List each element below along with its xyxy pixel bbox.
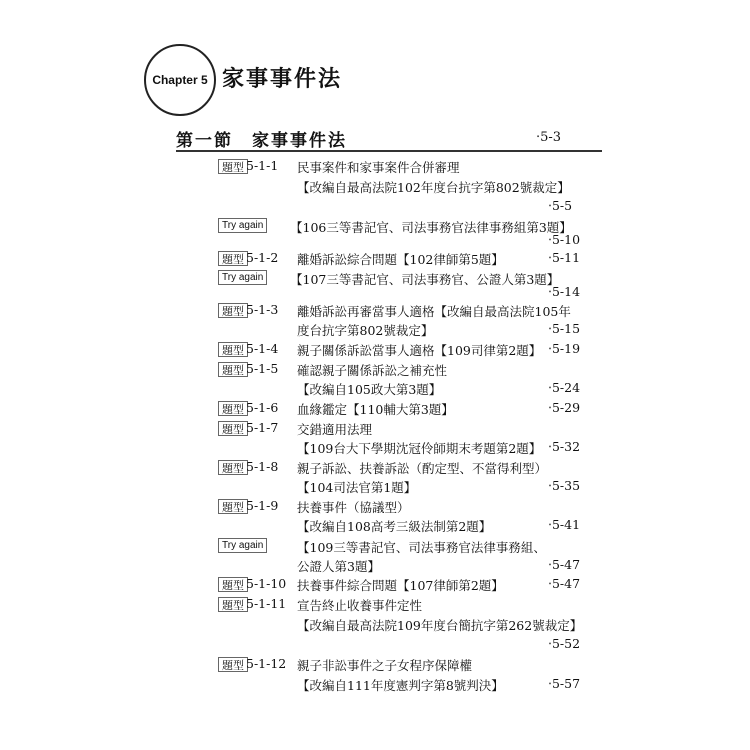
- entry-page: ‧5-5: [548, 198, 573, 213]
- entry-number: 5-1-4: [246, 341, 279, 356]
- tixing-tag: 題型: [218, 251, 248, 266]
- chapter-badge-label: Chapter 5: [152, 73, 208, 87]
- chapter-badge: [144, 44, 216, 116]
- entry-subtitle: 【改編自105政大第3題】: [297, 382, 442, 397]
- section-divider: [176, 150, 602, 152]
- entry-title: 扶養事件綜合問題【107律師第2題】: [297, 578, 504, 593]
- entry-title: 宣告終止收養事件定性: [297, 598, 423, 613]
- tixing-tag: 題型: [218, 159, 248, 174]
- entry-page: ‧5-11: [548, 250, 581, 265]
- entry-number: 5-1-8: [246, 459, 279, 474]
- entry-subtitle: 【改編自111年度憲判字第8號判決】: [297, 678, 504, 693]
- tixing-tag: 題型: [218, 577, 248, 592]
- entry-title: 親子訴訟、扶養訴訟（酌定型、不當得利型）: [297, 461, 548, 476]
- entry-page: ‧5-47: [548, 576, 581, 591]
- entry-number: 5-1-1: [246, 158, 279, 173]
- try-again-tag: Try again: [218, 538, 267, 553]
- entry-number: 5-1-6: [246, 400, 279, 415]
- entry-page: ‧5-19: [548, 341, 581, 356]
- entry-number: 5-1-5: [246, 361, 279, 376]
- entry-page: ‧5-15: [548, 321, 581, 336]
- entry-number: 5-1-3: [246, 302, 279, 317]
- entry-page: ‧5-29: [548, 400, 581, 415]
- entry-subtitle: 【104司法官第1題】: [297, 480, 417, 495]
- entry-subtitle: 【109台大下學期沈冠伶師期末考題第2題】: [297, 441, 542, 456]
- tixing-tag: 題型: [218, 303, 248, 318]
- entry-title: 親子關係訴訟當事人適格【109司律第2題】: [297, 343, 542, 358]
- entry-page: ‧5-47: [548, 557, 581, 572]
- tixing-tag: 題型: [218, 460, 248, 475]
- chapter-title: 家事事件法: [222, 67, 343, 92]
- entry-page: ‧5-14: [548, 284, 581, 299]
- entry-title: 離婚訴訟綜合問題【102律師第5題】: [297, 252, 504, 267]
- entry-title: 離婚訴訟再審當事人適格【改編自最高法院105年: [297, 304, 571, 319]
- entry-page: ‧5-10: [548, 232, 581, 247]
- try-again-tag: Try again: [218, 270, 267, 285]
- entry-page: ‧5-52: [548, 636, 581, 651]
- entry-number: 5-1-2: [246, 250, 279, 265]
- tixing-tag: 題型: [218, 421, 248, 436]
- tixing-tag: 題型: [218, 499, 248, 514]
- section-heading: 第一節 家事事件法: [176, 131, 347, 151]
- entry-title: 【106三等書記官、司法事務官法律事務組第3題】: [290, 220, 572, 235]
- section-page: ‧5-3: [536, 130, 562, 145]
- entry-subtitle: 公證人第3題】: [297, 559, 380, 574]
- entry-number: 5-1-11: [246, 596, 287, 611]
- entry-title: 【109三等書記官、司法事務官法律事務組、: [297, 540, 546, 555]
- tixing-tag: 題型: [218, 342, 248, 357]
- entry-page: ‧5-35: [548, 478, 581, 493]
- tixing-tag: 題型: [218, 597, 248, 612]
- entry-page: ‧5-24: [548, 380, 581, 395]
- entry-title: 民事案件和家事案件合併審理: [297, 160, 460, 175]
- entry-number: 5-1-12: [246, 656, 287, 671]
- entry-number: 5-1-10: [246, 576, 287, 591]
- entry-title: 血緣鑑定【110輔大第3題】: [297, 402, 454, 417]
- tixing-tag: 題型: [218, 401, 248, 416]
- entry-number: 5-1-9: [246, 498, 279, 513]
- entry-title: 交錯適用法理: [297, 422, 373, 437]
- tixing-tag: 題型: [218, 362, 248, 377]
- entry-title: 扶養事件（協議型）: [297, 500, 410, 515]
- entry-subtitle: 【改編自最高法院102年度台抗字第802號裁定】: [297, 180, 570, 195]
- entry-title: 確認親子關係訴訟之補充性: [297, 363, 448, 378]
- tixing-tag: 題型: [218, 657, 248, 672]
- entry-subtitle: 【改編自最高法院109年度台簡抗字第262號裁定】: [297, 618, 583, 633]
- entry-title: 親子非訟事件之子女程序保障權: [297, 658, 473, 673]
- entry-subtitle: 【改編自108高考三級法制第2題】: [297, 519, 492, 534]
- entry-page: ‧5-32: [548, 439, 581, 454]
- entry-page: ‧5-41: [548, 517, 581, 532]
- try-again-tag: Try again: [218, 218, 267, 233]
- entry-subtitle: 度台抗字第802號裁定】: [297, 323, 434, 338]
- entry-number: 5-1-7: [246, 420, 279, 435]
- entry-page: ‧5-57: [548, 676, 581, 691]
- entry-title: 【107三等書記官、司法事務官、公證人第3題】: [290, 272, 560, 287]
